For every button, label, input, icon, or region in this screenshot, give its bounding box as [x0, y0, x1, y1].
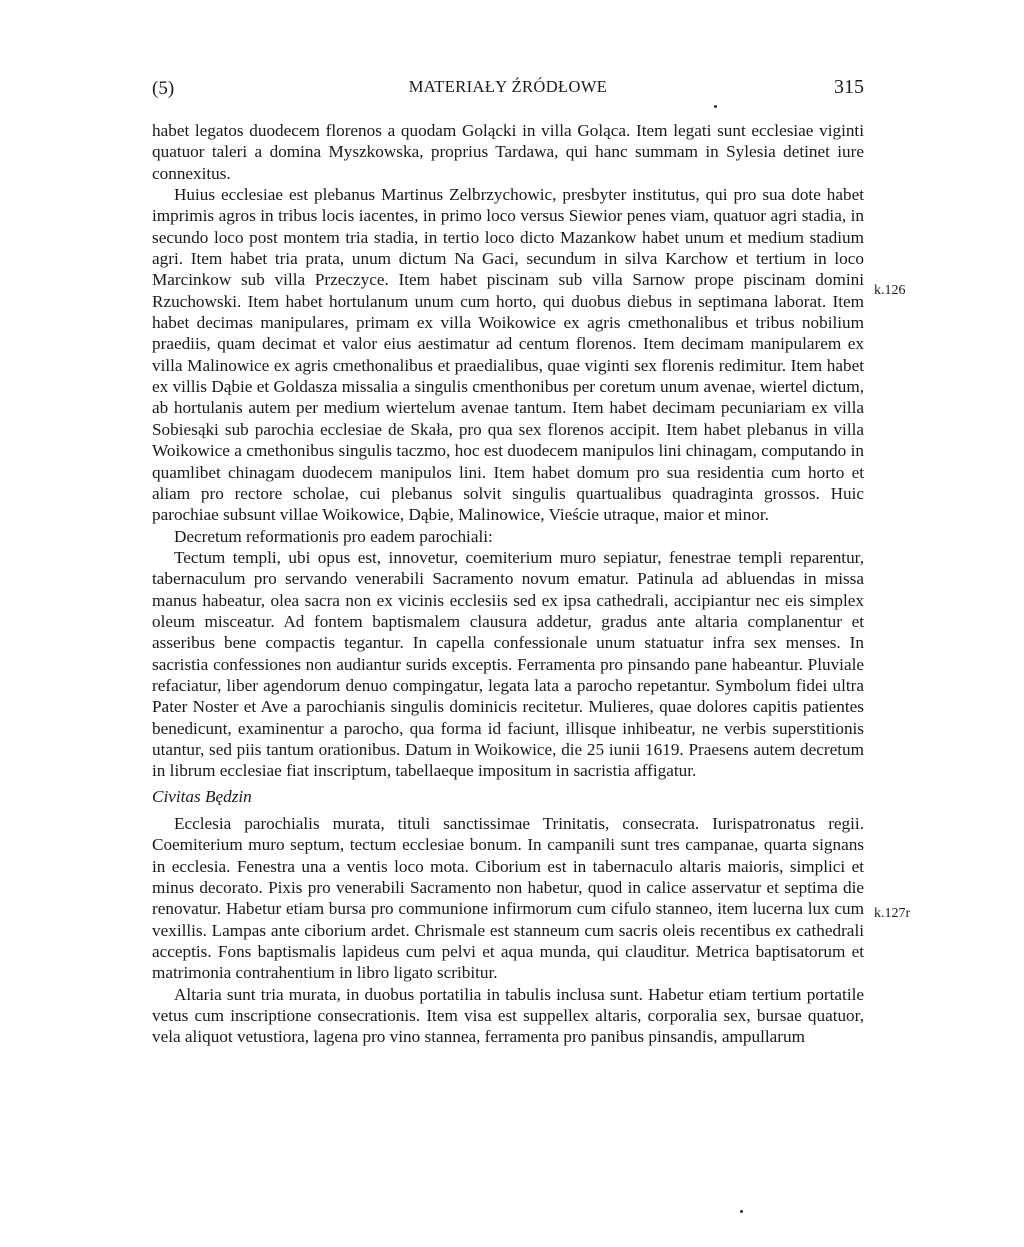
section-number: (5) — [152, 78, 175, 99]
page-number: 315 — [834, 76, 864, 98]
paragraph: Altaria sunt tria murata, in duobus portatilia in tabulis inclusa sunt. Habetur etiam tertium portatile vetus cum inscriptione consecrationis. Item visa est suppellex altaris, corporalia sex, bursae quatuor, vela aliquot vetustiora, lagena pro vino stannea, ferramenta pro panibus pinsandis, ampullarum — [152, 984, 864, 1047]
paragraph: Tectum templi, ubi opus est, innovetur, coemiterium muro sepiatur, fenestrae templi reparentur, tabernaculum pro servando venerabili Sacramento novum ematur. Patinula ad abluendas in missa manus habeatur, olea sacra non ex vicinis ecclesiis sed ex ipsa cathedrali, accipiantur nec eis simplex oleum misceatur. Ad fontem baptismalem clausura addetur, gradus ante altaria complanentur et asseribus bene compactis tegantur. In capella confessionale unum statuatur infra sex menses. In sacristia confessiones non audiantur surids exceptis. Ferramenta pro pinsando pane habeantur. Pluviale refaciatur, liber agendorum denuo compingatur, legata lata a parocho repetantur. Symbolum fidei ultra Pater Noster et Ave a parochianis singulis dominicis recitetur. Mulieres, quae dolores capitis patientes benedicunt, examinentur a parocho, qua forma id faciunt, illisque inhibeatur, ne verbis superstitionis utantur, sed piis tantum orationibus. Datum in Woikowice, die 25 iunii 1619. Praesens autem decretum in librum ecclesiae fiat inscriptum, tabellaeque impositum in sacristia affigatur. — [152, 547, 864, 781]
section-heading: Civitas Będzin — [152, 786, 252, 806]
margin-folio-note: k.126 — [874, 283, 906, 298]
paragraph: Ecclesia parochialis murata, tituli sanctissimae Trinitatis, consecrata. Iurispatronatus regii. Coemiterium muro septum, tectum ecclesiae bonum. In campanili sunt tres campanae, quarta signans in ecclesia. Fenestra una a ventis loco mota. Ciborium est in tabernaculo altaris maioris, simplici et minus decorato. Pixis pro venerabili Sacramento non habetur, quod in calice asservatur et septima die renovatur. Habetur etiam bursa pro communione infirmorum cum cifulo stanneo, item lucerna lux cum vexillis. Lampas ante ciborium ardet. Chrismale est stanneum cum sacris oleis recentibus ex cathedrali acceptis. Fons baptismalis lapideus cum pelvi et aqua munda, qui clauditur. Metrica baptisatorum et matrimonia contrahentium in libro ligato scribitur. — [152, 814, 864, 983]
document-body — [152, 120, 864, 1048]
print-speck — [714, 105, 717, 108]
paragraph: Decretum reformationis pro eadem parochiali: — [174, 526, 493, 546]
running-title: MATERIAŁY ŹRÓDŁOWE — [408, 77, 608, 96]
paragraph: Huius ecclesiae est plebanus Martinus Zelbrzychowic, presbyter institutus, qui pro sua dote habet imprimis agros in tribus locis iacentes, in primo loco versus Siewior penes viam, quatuor agri stadia, in secundo loco post montem tria stadia, in tertio loco dicto Mazankow habet unum et medium stadium agri. Item habet tria prata, unum dictum Na Gaci, secundum in silva Karchow et tertium in loco Marcinkow sub villa Przeczyce. Item habet piscinam sub villa Sarnow prope piscinam domini Rzuchowski. Item habet hortulanum unum cum horto, qui duobus diebus in septimana laborat. Item habet decimas manipulares, primam ex villa Woikowice ex agris cmethonalibus et tribus nobilium praediis, quam decimat et valor eius aestimatur ad centum florenos. Item decimam manipularem ex villa Malinowice ex agris cmethonalibus et praedialibus, quae viginti sex florenis redimitur. Item habet ex villis Dąbie et Goldasza missalia a singulis cmenthonibus per coretum unum avenae, wiertel dictum, ab hortulanis autem per medium wiertelum avenae tantum. Item habet decimam pecuniariam ex villa Sobiesąki sub parochia ecclesiae de Skała, pro qua sex florenos accipit. Item habet plebanus in villa Woikowice a cmethonibus singulis taczmo, hoc est duodecem manipulos lini chinagam, computando in quamlibet chinagam duodecem manipulos lini. Item habet domum pro sua residentia cum horto et aliam pro rectore scholae, cui plebanus solvit singulis quartualibus quadraginta grossos. Huic parochiae subsunt villae Woikowice, Dąbie, Malinowice, Vieście utraque, maior et minor. — [152, 185, 864, 525]
margin-folio-note: k.127r — [874, 906, 911, 921]
print-speck — [740, 1210, 743, 1213]
running-header — [152, 74, 864, 104]
paragraph: habet legatos duodecem florenos a quodam Golącki in villa Goląca. Item legati sunt ecclesiae viginti quatuor taleri a domina Myszkowska, proprius Tardawa, qui hanc summam in Sylesia detinet iure connexitus. — [152, 121, 864, 183]
